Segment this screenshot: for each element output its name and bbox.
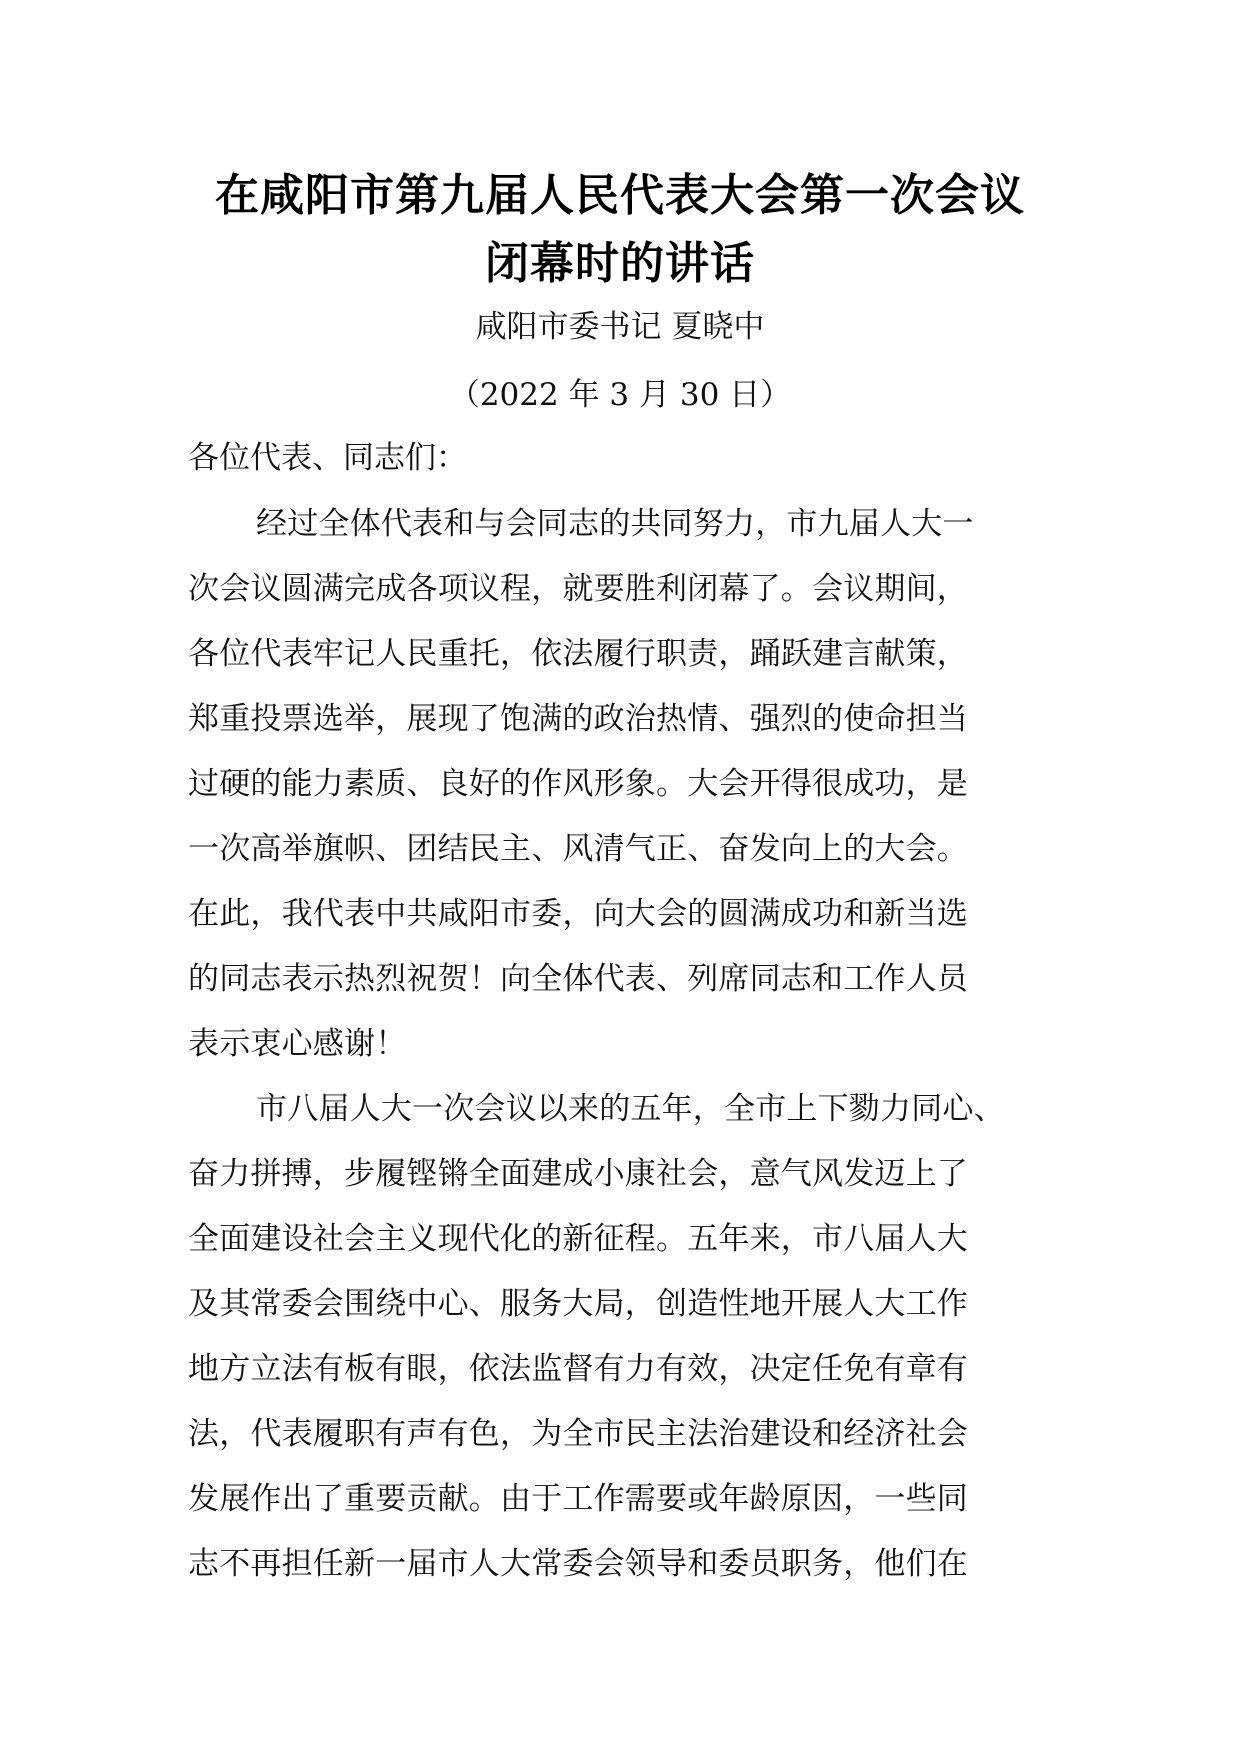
paragraph-1-line-6: 一次高举旗帜、团结民主、风清气正、奋发向上的大会。 [188,831,968,867]
paragraph-2-line-1: 市八届人大一次会议以来的五年，全市上下勠力同心、 [256,1091,1005,1127]
paragraph-1-line-4: 郑重投票选举，展现了饱满的政治热情、强烈的使命担当 [188,701,968,737]
paragraph-2-line-8: 志不再担任新一届市人大常委会领导和委员职务，他们在 [188,1546,968,1582]
date-line: （2022 年 3 月 30 日） [448,377,792,413]
author-line: 咸阳市委书记 夏晓中 [475,309,765,345]
paragraph-1-line-3: 各位代表牢记人民重托，依法履行职责，踊跃建言献策， [188,636,968,672]
paragraph-1-line-2: 次会议圆满完成各项议程，就要胜利闭幕了。会议期间， [188,571,968,607]
title-line-2: 闭幕时的讲话 [485,238,755,289]
paragraph-2-line-5: 地方立法有板有眼，依法监督有力有效，决定任免有章有 [188,1351,968,1387]
paragraph-1-line-5: 过硬的能力素质、良好的作风形象。大会开得很成功，是 [188,766,968,802]
paragraph-1-line-1: 经过全体代表和与会同志的共同努力，市九届人大一 [256,506,974,542]
paragraph-2-line-3: 全面建设社会主义现代化的新征程。五年来，市八届人大 [188,1221,968,1257]
paragraph-2-line-4: 及其常委会围绕中心、服务大局，创造性地开展人大工作 [188,1286,968,1322]
paragraph-1-line-7: 在此，我代表中共咸阳市委，向大会的圆满成功和新当选 [188,896,968,932]
paragraph-2-line-6: 法，代表履职有声有色，为全市民主法治建设和经济社会 [188,1416,968,1452]
salutation: 各位代表、同志们： [188,440,467,476]
title-line-1: 在咸阳市第九届人民代表大会第一次会议 [215,170,1025,221]
paragraph-2-line-2: 奋力拼搏，步履铿锵全面建成小康社会，意气风发迈上了 [188,1156,968,1192]
paragraph-2-line-7: 发展作出了重要贡献。由于工作需要或年龄原因，一些同 [188,1481,968,1517]
paragraph-1-line-8: 的同志表示热烈祝贺！向全体代表、列席同志和工作人员 [188,961,968,997]
paragraph-1-line-9: 表示衷心感谢！ [188,1026,407,1062]
